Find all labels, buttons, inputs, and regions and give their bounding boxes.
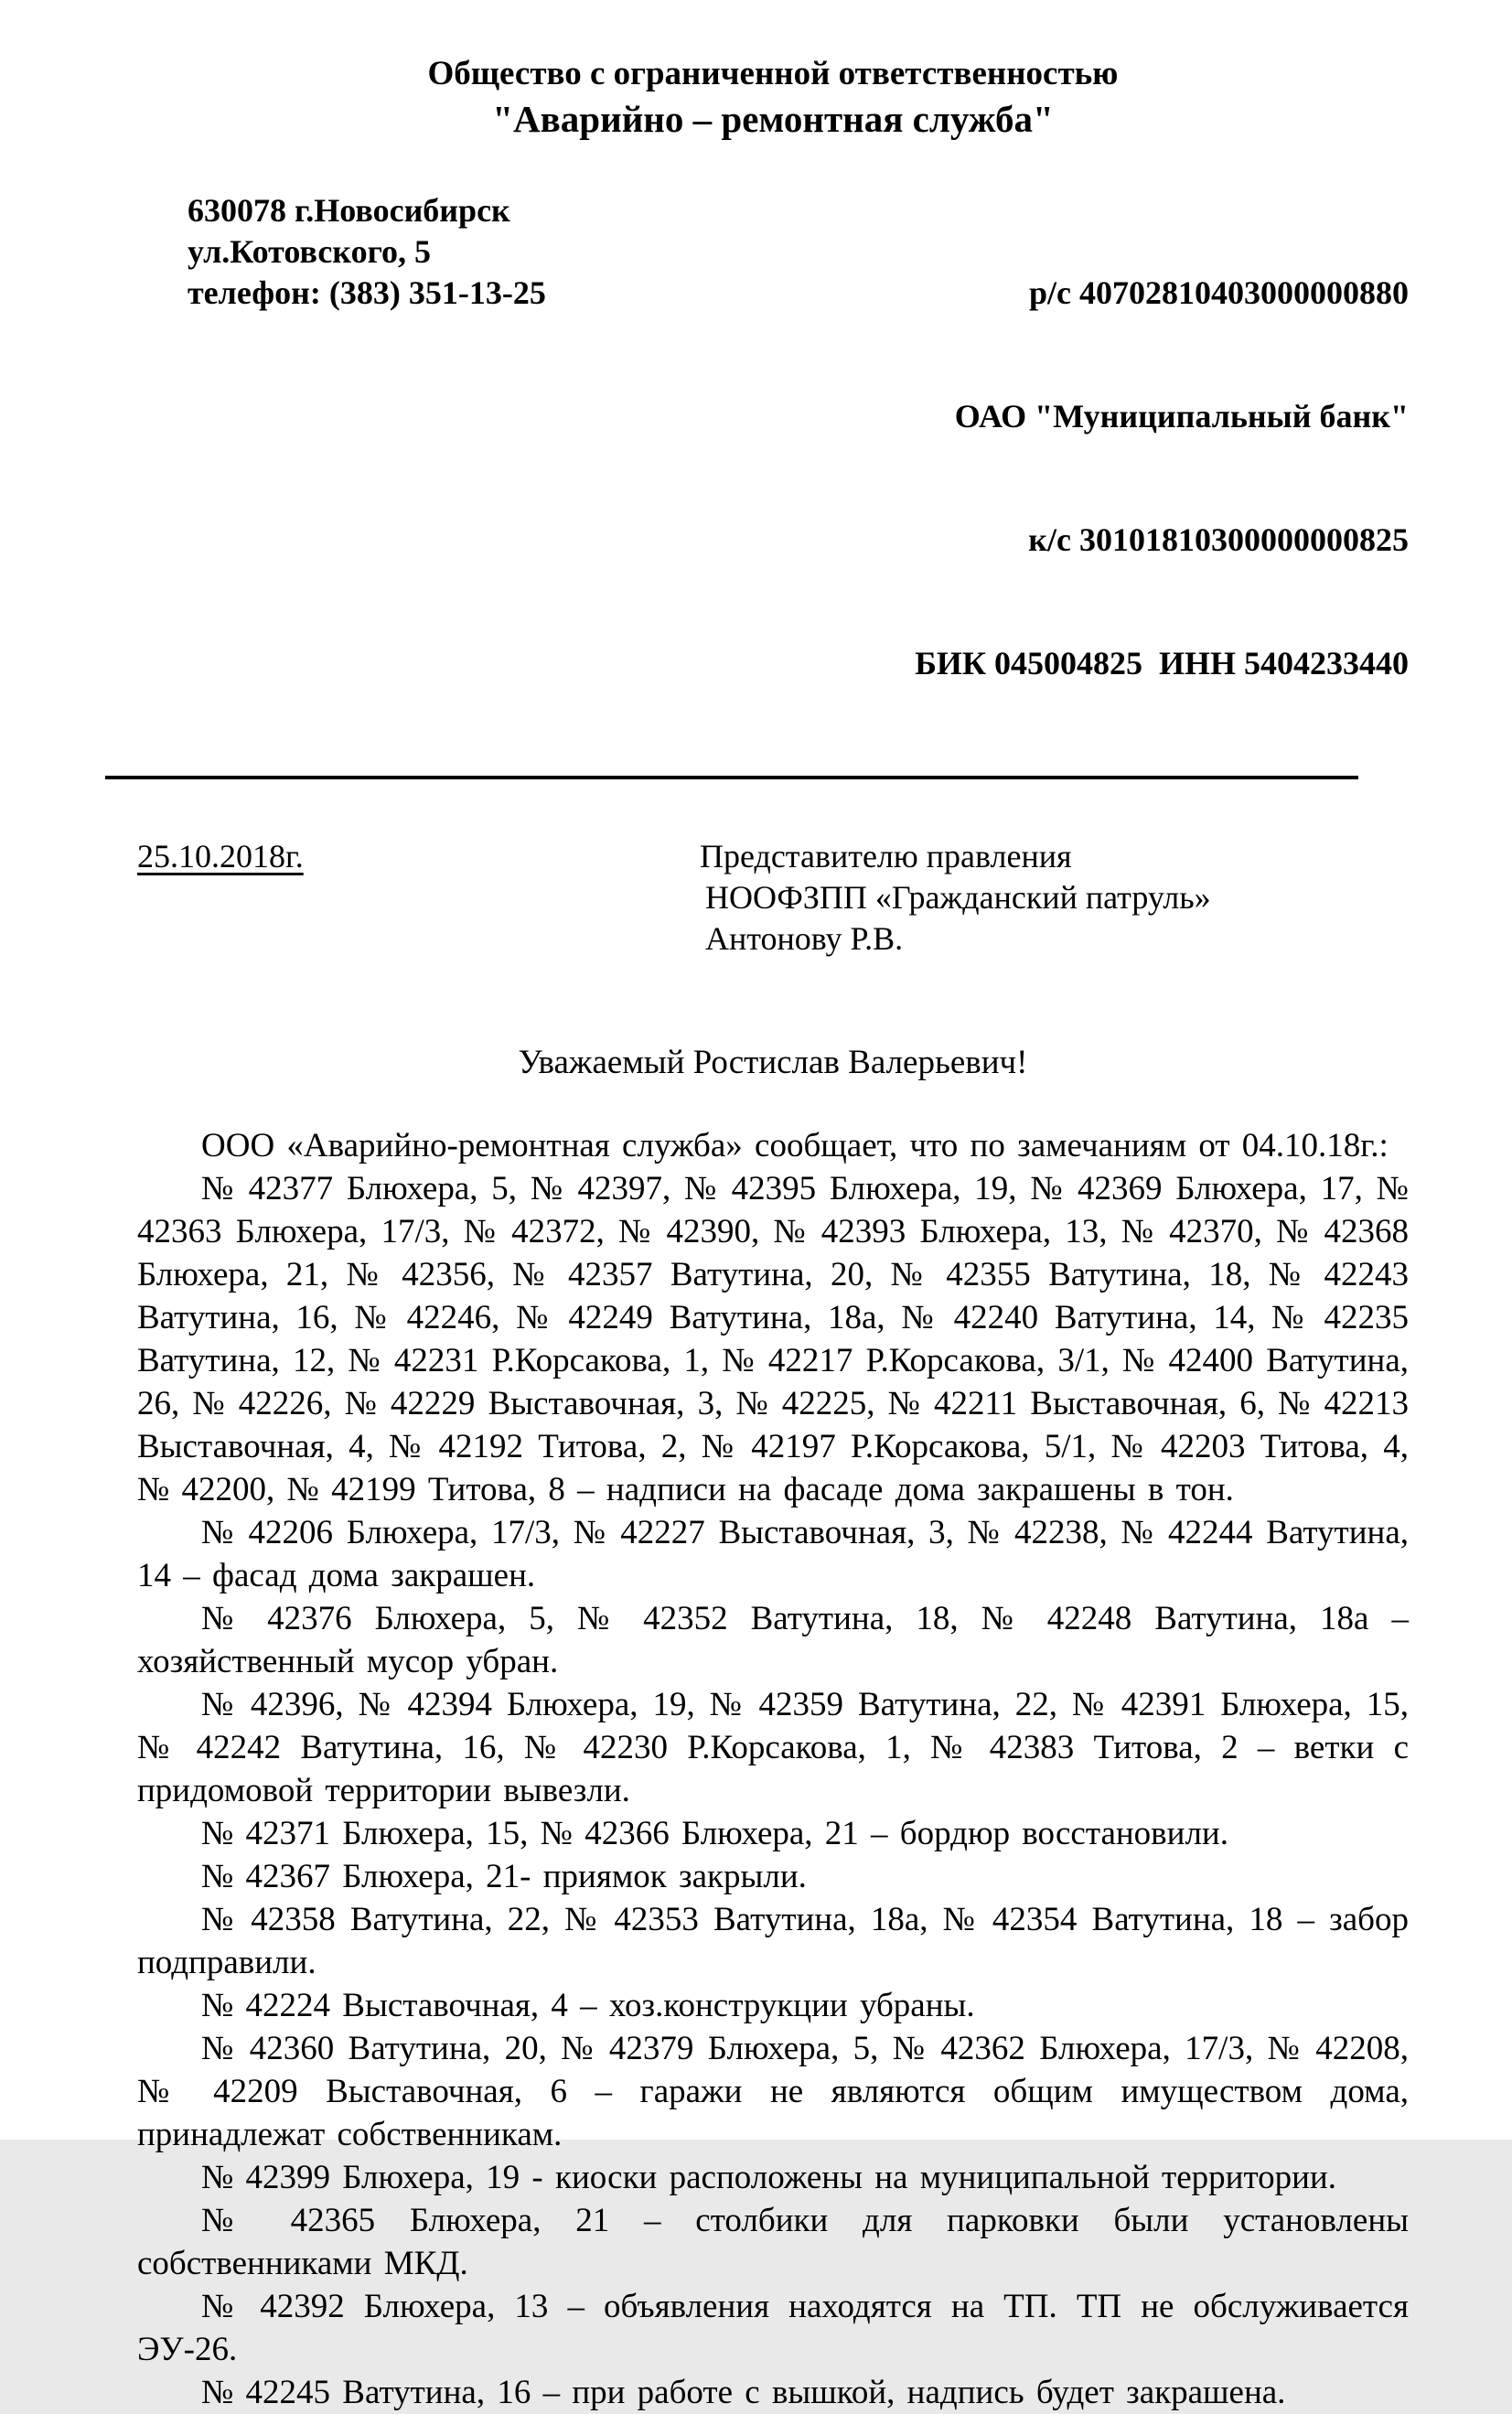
body-paragraph: № 42224 Выставочная, 4 – хоз.конструкции убраны.: [201, 1987, 975, 2024]
org-address-block: [188, 190, 546, 767]
letter-date: 25.10.2018г.: [137, 838, 304, 874]
bank-settlement-account: р/с 40702810403000000880: [1028, 274, 1409, 311]
org-phone: телефон: (383) 351-13-25: [188, 274, 546, 311]
body-paragraph: № 42376 Блюхера, 5, № 42352 Ватутина, 18, № 42248 Ватутина, 18а – хозяйственный мусор убран.: [137, 1600, 1409, 1680]
bank-corr-account: к/с 30101810300000000825: [1028, 521, 1409, 558]
body-paragraph: № 42206 Блюхера, 17/3, № 42227 Выставочная, 3, № 42238, № 42244 Ватутина, 14 – фасад дома закрашен.: [137, 1514, 1409, 1594]
body-paragraph: № 42396, № 42394 Блюхера, 19, № 42359 Ватутина, 22, № 42391 Блюхера, 15, № 42242 Ватутина, 16, № 42230 Р.Корсакова, 1, № 42383 Титова, 2 – ветки с придомовой территории вывезли.: [137, 1686, 1409, 1809]
letter-body: [137, 1124, 1409, 2414]
recipient-organization: НООФЗПП «Гражданский патруль»: [705, 879, 1211, 916]
header-divider: [105, 776, 1358, 779]
org-name: "Аварийно – ремонтная служба": [492, 98, 1054, 140]
salutation: Уважаемый Ростислав Валерьевич!: [518, 1044, 1028, 1081]
body-paragraph: № 42367 Блюхера, 21- приямок закрыли.: [201, 1858, 807, 1895]
body-paragraph: № 42392 Блюхера, 13 – объявления находятся на ТП. ТП не обслуживается ЭУ-26.: [137, 2288, 1409, 2368]
bank-name: ОАО "Муниципальный банк": [954, 398, 1409, 435]
recipient-position: Представителю правления: [700, 838, 1072, 874]
body-paragraph: № 42365 Блюхера, 21 – столбики для парковки были установлены собственниками МКД.: [137, 2202, 1409, 2282]
body-paragraph: № 42377 Блюхера, 5, № 42397, № 42395 Блюхера, 19, № 42369 Блюхера, 17, № 42363 Блюхера, 17/3, № 42372, № 42390, № 42393 Блюхера, 13, № 42370, № 42368 Блюхера, 21, № 42356, № 42357 Ватутина, 20, № 42355 Ватутина, 18, № 42243 Ватутина, 16, № 42246, № 42249 Ватутина, 18а, № 42240 Ватутина, 14, № 42235 Ватутина, 12, № 42231 Р.Корсакова, 1, № 42217 Р.Корсакова, 3/1, № 42400 Ватутина, 26, № 42226, № 42229 Выставочная, 3, № 42225, № 42211 Выставочная, 6, № 42213 Выставочная, 4, № 42192 Титова, 2, № 42197 Р.Корсакова, 5/1, № 42203 Титова, 4, № 42200, № 42199 Титова, 8 – надписи на фасаде дома закрашены в тон.: [137, 1170, 1409, 1508]
recipient-block: [700, 836, 1211, 960]
body-paragraph: № 42358 Ватутина, 22, № 42353 Ватутина, 18а, № 42354 Ватутина, 18 – забор подправили.: [137, 1901, 1409, 1981]
org-bank-details: [915, 190, 1409, 767]
org-type: Общество с ограниченной ответственностью: [427, 55, 1119, 92]
body-paragraph: № 42371 Блюхера, 15, № 42366 Блюхера, 21 – бордюр восстановили.: [201, 1815, 1228, 1852]
recipient-name: Антонову Р.В.: [705, 920, 904, 957]
letterhead-contact-row: [137, 190, 1409, 767]
org-postal-city: 630078 г.Новосибирск: [188, 192, 510, 229]
org-street: ул.Котовского, 5: [188, 233, 432, 270]
body-paragraph-intro: ООО «Аварийно-ремонтная служба» сообщает, что по замечаниям от 04.10.18г.:: [201, 1127, 1389, 1164]
letterhead: [137, 53, 1409, 779]
body-paragraph: № 42360 Ватутина, 20, № 42379 Блюхера, 5, № 42362 Блюхера, 17/3, № 42208, № 42209 Выставочная, 6 – гаражи не являются общим имуществом дома, принадлежат собственникам.: [137, 2030, 1409, 2153]
body-paragraph: № 42245 Ватутина, 16 – при работе с вышкой, надпись будет закрашена.: [201, 2374, 1286, 2411]
bank-bik-inn: БИК 045004825 ИНН 5404233440: [915, 645, 1409, 681]
letter-meta-row: [137, 836, 1409, 964]
body-paragraph: № 42399 Блюхера, 19 - киоски расположены на муниципальной территории.: [201, 2159, 1336, 2196]
